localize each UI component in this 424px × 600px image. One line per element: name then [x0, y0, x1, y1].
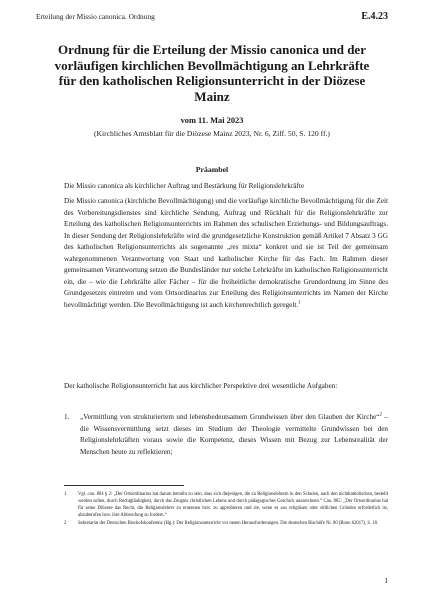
- footnote-number: 2: [64, 521, 67, 526]
- list-item: [64, 412, 388, 458]
- footnote-text: Sekretariat der Deutschen Bischofskonferenz (Hg.): Der Religionsunterricht vor neuen Herausforderungen. Die deutschen Bischöfe Nr. 80 (Bonn 62017), S. 18.: [78, 521, 379, 526]
- page-number: 1: [384, 576, 388, 585]
- list-item-quote: „Vermittlung von strukturiertem und lebensbedeutsamem Grundwissen über den Glauben der Kirche“: [80, 413, 380, 421]
- running-header: [36, 11, 388, 22]
- preamble-paragraph-3: Der katholische Religionsunterricht hat aus kirchlicher Perspektive drei wesentliche Aufgaben:: [64, 382, 338, 390]
- footnote-1: [64, 491, 388, 519]
- preamble-paragraph-2-text: Die Missio canonica (kirchliche Bevollmächtigung) und die vorläufige kirchliche Bevollmächtigung für die Zeit des Vorbereitungsdienstes sind kirchliche Sendung, Auftrag und Rückhalt für die Religionslehrkräfte zur Erteilung des katholischen Religionsunterrichts im Rahmen des schulischen Erziehungs- und Bildungsauftrags. In dieser Sendung der Religionslehrkräfte wird die grundgesetzliche Konstruktion gemäß Artikel 7 Absatz 3 GG des katholischen Religionsunterrichts als sogenannte „res mixta“ konkret und sie ist Teil der gemeinsam wahrgenommenen Verantwortung von Staat und katholischer Kirche für das Fach. Im Rahmen dieser gemeinsamen Verantwortung setzen die Bundesländer nur solche Lehrkräfte im katholischen Religionsunterricht ein, die – wie die Lehrkräfte aller Fächer – für die freiheitliche demokratische Grundordnung im Sinne des Grundgesetzes eintreten und vom Ortsordinarius zur Erteilung des Religionsunterrichts im Namen der Kirche bevollmächtigt werden. Die Bevollmächtigung ist auch kirchenrechtlich geregelt.: [64, 197, 389, 309]
- section-number: E.4.23: [361, 11, 388, 22]
- document-date: vom 11. Mai 2023: [180, 116, 244, 125]
- footnote-ref-2[interactable]: 2: [379, 412, 382, 418]
- footnote-text: Vgl. can. 804 § 2: „Der Ortsordinarius hat darum bemüht zu sein, dass sich diejenigen, die zu Religionslehrern in den Schulen, auch den nichtkatholischen, bestellt werden sollen, durch Rechtgläubigkeit, durch das Zeugnis christlichen Lebens und durch pädagogisches Geschick auszeichnen.“ Can. 805: „Der Ortsordinarius hat für seine Diözese das Recht, die Religionslehrer zu ernennen bzw. zu approbieren und sie, wenn es aus religiösen oder sittlichen Gründen erforderlich ist, abzuberufen bzw. ihre Abberufung zu fordern.“: [78, 492, 388, 519]
- footnote-ref-1[interactable]: 1: [298, 300, 301, 306]
- list-item-continuation: – die Wissensvermittlung setzt dieses im Studium der Theologie vermittelte Grundwissen bei den Religionslehrkräften voraus sowie die Kompetenz, dieses Wissen mit Bezug zur Lebensrealität der Menschen heute zu reflektieren;: [80, 413, 389, 456]
- footnote-divider: [64, 485, 184, 486]
- preamble-paragraph-1: Die Missio canonica als kirchlicher Auftrag und Bestärkung für Religionslehrkräfte: [64, 182, 305, 190]
- footnote-2: [64, 520, 388, 527]
- document-title: Ordnung für die Erteilung der Missio canonica und der vorläufigen kirchlichen Bevollmächtigung an Lehrkräfte für den katholischen Religionsunterricht in der Diözese Mainz: [54, 42, 370, 104]
- running-title: Erteilung der Missio canonica. Ordnung: [36, 12, 155, 21]
- list-item-number: 1.: [64, 413, 70, 421]
- document-source: (Kirchliches Amtsblatt für die Diözese Mainz 2023, Nr. 6, Ziff. 50, S. 120 ff.): [94, 129, 330, 138]
- preamble-paragraph-2: [64, 196, 388, 311]
- preamble-heading: Präambel: [195, 165, 229, 174]
- footnote-number: 1: [64, 492, 67, 497]
- list-item-text: [80, 412, 388, 458]
